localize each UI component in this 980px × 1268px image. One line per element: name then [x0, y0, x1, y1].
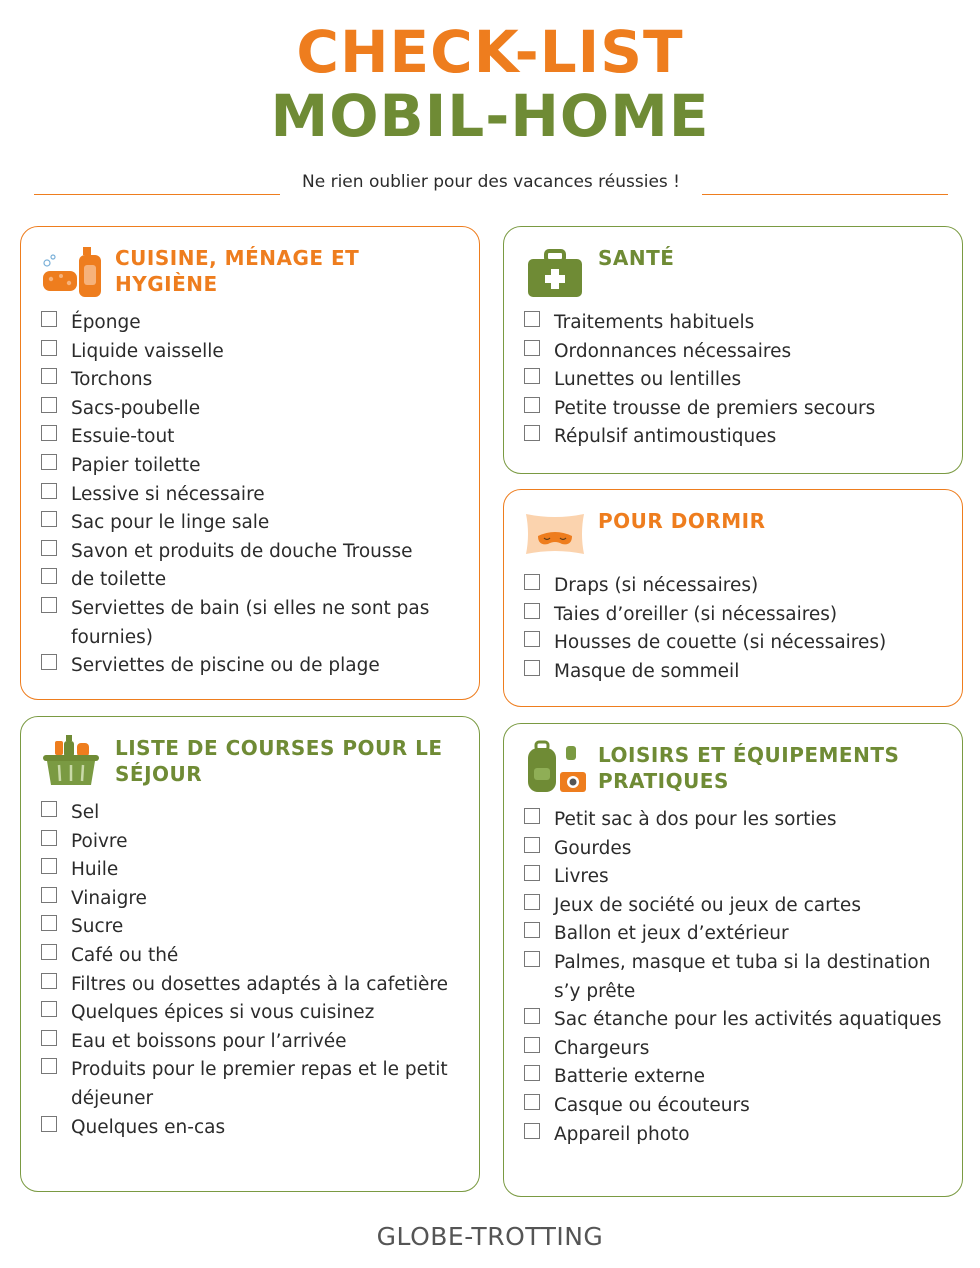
checkbox[interactable]	[524, 1008, 540, 1024]
checklist-item[interactable]	[41, 828, 465, 857]
item-label: Appareil photo	[554, 1123, 690, 1145]
checklist-item[interactable]	[41, 885, 465, 914]
checklist	[41, 309, 465, 681]
checkbox[interactable]	[41, 1001, 57, 1017]
checklist	[524, 309, 948, 452]
checklist	[41, 799, 465, 1142]
checklist-item[interactable]	[524, 835, 948, 864]
item-label: Livres	[554, 866, 609, 888]
sponge-bottle-icon	[39, 241, 105, 301]
subtitle-divider-right	[702, 194, 948, 195]
item-label: Draps (si nécessaires)	[554, 575, 759, 596]
item-label: Liquide vaisselle	[71, 340, 224, 362]
checkbox[interactable]	[524, 603, 540, 619]
checkbox[interactable]	[41, 830, 57, 846]
checkbox[interactable]	[41, 340, 57, 356]
checkbox[interactable]	[524, 894, 540, 910]
section-sante	[503, 226, 963, 474]
checkbox[interactable]	[41, 425, 57, 441]
checklist	[524, 806, 948, 1149]
checkbox[interactable]	[41, 311, 57, 327]
section-title: LISTE DE COURSES POUR LE SÉJOUR	[115, 736, 443, 786]
checkbox[interactable]	[41, 540, 57, 556]
checkbox[interactable]	[524, 368, 540, 384]
item-label: Gourdes	[554, 837, 632, 859]
item-label: Éponge	[71, 312, 141, 333]
section-title: POUR DORMIR	[598, 509, 766, 533]
checklist-item[interactable]	[41, 452, 465, 481]
checklist-item[interactable]	[41, 366, 465, 395]
item-label: Produits pour le premier repas et le petit déjeuner	[71, 1059, 448, 1109]
item-label: Petite trousse de premiers secours	[554, 397, 876, 419]
item-label: Serviettes de bain (si elles ne sont pas fournies)	[71, 597, 430, 648]
item-label: Batterie externe	[554, 1066, 705, 1088]
checklist-item[interactable]	[524, 1063, 948, 1092]
item-label: Taies d’oreiller (si nécessaires)	[554, 603, 838, 625]
item-label: Masque de sommeil	[554, 660, 740, 682]
checklist-item[interactable]	[41, 652, 465, 681]
checkbox[interactable]	[41, 483, 57, 499]
checkbox[interactable]	[41, 887, 57, 903]
checklist-item[interactable]	[41, 538, 465, 567]
page-title-line2: MOBIL-HOME	[270, 82, 710, 150]
checkbox[interactable]	[41, 568, 57, 584]
item-label: Filtres ou dosettes adaptés à la cafetière	[71, 973, 448, 995]
item-label: Sac étanche pour les activités aquatiques	[554, 1009, 942, 1031]
item-label: Ordonnances nécessaires	[554, 340, 792, 362]
subtitle-divider-left	[34, 194, 280, 195]
checklist-item[interactable]	[41, 856, 465, 885]
section-title: CUISINE, MÉNAGE ET HYGIÈNE	[115, 246, 360, 296]
item-label: Sac pour le linge sale	[71, 512, 270, 534]
item-label: Casque ou écouteurs	[554, 1094, 750, 1116]
section-title: LOISIRS ET ÉQUIPEMENTS PRATIQUES	[598, 743, 900, 793]
checkbox[interactable]	[41, 915, 57, 931]
checklist-item[interactable]	[524, 1035, 948, 1064]
checklist-item[interactable]	[41, 971, 465, 1000]
checkbox[interactable]	[524, 1065, 540, 1081]
checkbox[interactable]	[41, 368, 57, 384]
checkbox[interactable]	[524, 1094, 540, 1110]
first-aid-kit-icon	[522, 241, 588, 301]
checklist-item[interactable]	[524, 863, 948, 892]
checklist-item[interactable]	[524, 949, 948, 1006]
checklist-item[interactable]	[41, 423, 465, 452]
item-label: Répulsif antimoustiques	[554, 426, 777, 448]
checkbox[interactable]	[524, 1123, 540, 1139]
checkbox[interactable]	[41, 801, 57, 817]
checkbox[interactable]	[41, 454, 57, 470]
checklist-item[interactable]	[524, 395, 948, 424]
checkbox[interactable]	[524, 574, 540, 590]
checkbox[interactable]	[524, 311, 540, 327]
checklist-item[interactable]	[524, 629, 948, 658]
checkbox[interactable]	[524, 922, 540, 938]
checkbox[interactable]	[524, 1037, 540, 1053]
page-title-line1: CHECK-LIST	[296, 18, 684, 86]
checklist-item[interactable]	[41, 942, 465, 971]
item-label: Sucre	[71, 916, 124, 938]
checklist-item[interactable]	[41, 481, 465, 510]
globe-trotting-logo	[0, 1222, 980, 1251]
item-label: Traitements habituels	[554, 312, 755, 333]
checklist-item[interactable]	[524, 572, 948, 601]
item-label: Sacs-poubelle	[71, 397, 201, 419]
section-dormir	[503, 489, 963, 707]
item-label: Savon et produits de douche Trousse	[71, 540, 413, 562]
checklist-item[interactable]	[524, 658, 948, 687]
checklist-item[interactable]	[41, 1028, 465, 1057]
checklist-item[interactable]	[41, 395, 465, 424]
checklist-item[interactable]	[41, 338, 465, 367]
checklist-item[interactable]	[524, 423, 948, 452]
checklist-item[interactable]	[41, 309, 465, 338]
checkbox[interactable]	[41, 654, 57, 670]
checkbox[interactable]	[41, 397, 57, 413]
checkbox[interactable]	[41, 597, 57, 613]
checklist-item[interactable]	[524, 806, 948, 835]
checklist-item[interactable]	[524, 601, 948, 630]
checklist-item[interactable]	[524, 892, 948, 921]
item-label: Jeux de société ou jeux de cartes	[554, 894, 861, 916]
item-label: de toilette	[71, 569, 167, 591]
item-label: Torchons	[71, 369, 153, 391]
checklist-item[interactable]	[524, 309, 948, 338]
item-label: Lessive si nécessaire	[71, 483, 265, 505]
subtitle-row	[34, 170, 948, 200]
checkbox[interactable]	[41, 1058, 57, 1074]
item-label: Essuie-tout	[71, 426, 175, 448]
section-courses	[20, 716, 480, 1192]
checkbox[interactable]	[524, 425, 540, 441]
page-subtitle: Ne rien oublier pour des vacances réussies !	[302, 172, 680, 192]
checkbox[interactable]	[524, 837, 540, 853]
checklist-item[interactable]	[524, 366, 948, 395]
checkbox[interactable]	[41, 973, 57, 989]
checkbox[interactable]	[524, 808, 540, 824]
checkbox[interactable]	[524, 951, 540, 967]
checklist-item[interactable]	[41, 566, 465, 595]
item-label: Poivre	[71, 830, 128, 852]
item-label: Chargeurs	[554, 1037, 650, 1059]
item-label: Palmes, masque et tuba si la destination s’y prête	[554, 951, 931, 1002]
checklist-item[interactable]	[41, 509, 465, 538]
checklist-item[interactable]	[41, 999, 465, 1028]
backpack-camera-icon	[522, 738, 588, 798]
shopping-basket-icon	[39, 731, 105, 791]
checklist-item[interactable]	[524, 1006, 948, 1035]
checkbox[interactable]	[41, 858, 57, 874]
checkbox[interactable]	[524, 660, 540, 676]
checkbox[interactable]	[524, 631, 540, 647]
item-label: Papier toilette	[71, 454, 201, 476]
item-label: Lunettes ou lentilles	[554, 369, 742, 391]
checklist	[524, 572, 948, 686]
item-label: Quelques épices si vous cuisinez	[71, 1002, 375, 1024]
item-label: Petit sac à dos pour les sorties	[554, 809, 837, 830]
checkbox[interactable]	[524, 340, 540, 356]
checklist-item[interactable]	[524, 1121, 948, 1150]
checklist-item[interactable]	[524, 920, 948, 949]
item-label: Serviettes de piscine ou de plage	[71, 655, 380, 677]
item-label: Quelques en-cas	[71, 1116, 226, 1138]
item-label: Eau et boissons pour l’arrivée	[71, 1030, 347, 1052]
checklist-item[interactable]	[41, 913, 465, 942]
checkbox[interactable]	[41, 944, 57, 960]
checklist-item[interactable]	[524, 1092, 948, 1121]
checklist-item[interactable]	[41, 595, 465, 652]
item-label: Sel	[71, 802, 100, 823]
checkbox[interactable]	[524, 865, 540, 881]
checklist-item[interactable]	[41, 1056, 465, 1113]
section-cuisine	[20, 226, 480, 700]
section-title: SANTÉ	[598, 246, 675, 270]
section-loisirs	[503, 723, 963, 1197]
checklist-item[interactable]	[524, 338, 948, 367]
item-label: Café ou thé	[71, 944, 179, 966]
item-label: Huile	[71, 859, 119, 881]
logo-text: GLOBE-TROTTING	[376, 1222, 604, 1251]
checkbox[interactable]	[41, 1030, 57, 1046]
pillow-sleep-mask-icon	[522, 504, 588, 564]
checkbox[interactable]	[41, 1116, 57, 1132]
checklist-item[interactable]	[41, 1114, 465, 1143]
item-label: Housses de couette (si nécessaires)	[554, 632, 887, 654]
checkbox[interactable]	[524, 397, 540, 413]
item-label: Ballon et jeux d’extérieur	[554, 923, 789, 945]
item-label: Vinaigre	[71, 887, 147, 909]
checklist-item[interactable]	[41, 799, 465, 828]
checkbox[interactable]	[41, 511, 57, 527]
